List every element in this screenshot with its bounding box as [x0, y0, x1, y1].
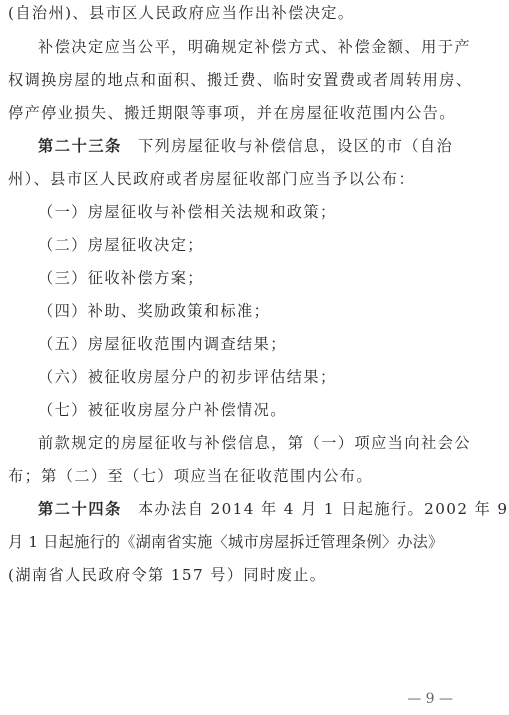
article-24-text: 本办法自 2014 年 4 月 1 日起施行。2002 年 9: [137, 500, 509, 518]
paragraph-line: 权调换房屋的地点和面积、搬迁费、临时安置费或者周转用房、: [8, 71, 473, 89]
paragraph-line: 补偿决定应当公平，明确规定补偿方式、补偿金额、用于产: [38, 38, 471, 56]
paragraph-line: 前款规定的房屋征收与补偿信息，第（一）项应当向社会公: [38, 434, 471, 452]
article-23-title: 第二十三条: [38, 137, 122, 155]
list-item: （四）补助、奖励政策和标准；: [38, 302, 271, 320]
article-23-text: 下列房屋征收与补偿信息，设区的市（自治: [137, 137, 454, 155]
article-24-line: [38, 499, 509, 519]
list-item: （一）房屋征收与补偿相关法规和政策；: [38, 203, 337, 221]
article-23-line: [38, 136, 471, 156]
page-number: — 9 —: [407, 691, 453, 707]
list-item: （三）征收补偿方案；: [38, 269, 204, 287]
list-item: （六）被征收房屋分户的初步评估结果；: [38, 368, 337, 386]
paragraph-line: (湖南省人民政府令第 157 号）同时废止。: [8, 566, 327, 584]
list-item: （七）被征收房屋分户补偿情况。: [38, 401, 287, 419]
list-item: （五）房屋征收范围内调查结果；: [38, 335, 287, 353]
list-item: （二）房屋征收决定；: [38, 236, 204, 254]
paragraph-line: 州）、县市区人民政府或者房屋征收部门应当予以公布：: [8, 170, 416, 188]
article-24-title: 第二十四条: [38, 500, 122, 518]
paragraph-line: (自治州)、县市区人民政府应当作出补偿决定。: [8, 4, 355, 22]
paragraph-line: 月 1 日起施行的《湖南省实施〈城市房屋拆迁管理条例〉办法》: [8, 533, 444, 551]
paragraph-line: 布；第（二）至（七）项应当在征收范围内公布。: [8, 467, 373, 485]
paragraph-line: 停产停业损失、搬迁期限等事项，并在房屋征收范围内公告。: [8, 104, 456, 122]
